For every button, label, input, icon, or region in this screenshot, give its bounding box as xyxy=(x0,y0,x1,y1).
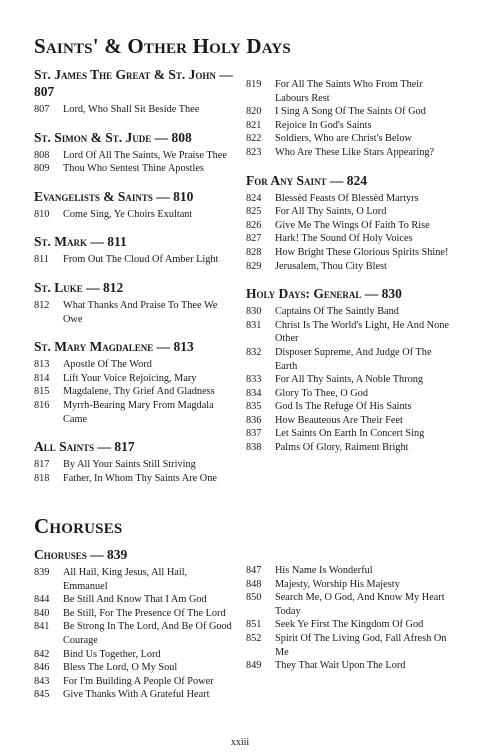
hymn-entry xyxy=(34,593,234,607)
hymn-number: 811 xyxy=(34,254,50,266)
hymn-entry xyxy=(246,305,456,319)
hymn-number: 839 xyxy=(34,567,50,578)
hymn-number: 818 xyxy=(34,472,50,484)
section-heading: Choruses — 839 xyxy=(34,547,128,562)
hymn-number: 835 xyxy=(246,401,262,413)
hymn-title: Who Are These Like Stars Appearing? xyxy=(275,146,435,158)
hymn-title: Bless The Lord, O My Soul xyxy=(63,662,178,674)
choruses-right-column xyxy=(246,564,456,673)
hymn-entry xyxy=(34,566,234,593)
hymn-number: 823 xyxy=(246,146,262,158)
hymn-title: Magdalene, Thy Grief And Gladness xyxy=(63,386,215,398)
hymn-title: Soldiers, Who are Christ's Below xyxy=(275,133,412,145)
hymn-title: Give Me The Wings Of Faith To Rise xyxy=(275,219,430,231)
section-heading: St. James The Great & St. John — 807 xyxy=(34,67,233,99)
hymn-title: They That Wait Upon The Lord xyxy=(275,660,406,672)
hymn-number: 830 xyxy=(246,306,262,318)
hymn-entry xyxy=(34,607,234,621)
saints-left-column xyxy=(34,66,234,485)
hymn-entry xyxy=(246,319,456,346)
hymn-number: 842 xyxy=(34,648,50,660)
hymn-title: Majesty, Worship His Majesty xyxy=(275,578,400,590)
hymn-title: How Bright These Glorious Spirits Shine! xyxy=(275,246,449,258)
hymn-title: Lord, Who Shall Sit Beside Thee xyxy=(63,104,200,115)
hymn-title: Blessèd Feasts Of Blessèd Martyrs xyxy=(275,192,419,204)
hymn-entry xyxy=(246,564,456,578)
hymn-entry xyxy=(34,149,234,163)
hymn-number: 841 xyxy=(34,621,50,633)
hymn-number: 850 xyxy=(246,592,262,604)
hymn-title: How Beauteous Are Their Feet xyxy=(275,414,403,426)
section-heading: St. Mary Magdalene — 813 xyxy=(34,339,194,355)
hymn-entry xyxy=(34,675,234,689)
hymn-title: Palms Of Glory, Raiment Bright xyxy=(275,442,409,454)
hymn-entry xyxy=(34,688,234,702)
hymn-entry xyxy=(246,373,456,387)
hymn-entry xyxy=(34,162,234,176)
hymn-title: Search Me, O God, And Know My Heart Today xyxy=(275,592,445,617)
hymn-entry xyxy=(246,400,456,414)
choruses-heading: Choruses xyxy=(34,514,123,538)
saints-right-column xyxy=(246,78,456,455)
hymn-title: Spirit Of The Living God, Fall Afresh On Me xyxy=(275,632,447,658)
hymn-title: Come Sing, Ye Choirs Exultant xyxy=(63,208,193,220)
hymn-number: 833 xyxy=(246,374,262,386)
hymn-number: 846 xyxy=(34,662,50,674)
hymn-title: Lift Your Voice Rejoicing, Mary xyxy=(63,372,197,384)
hymn-title: His Name Is Wonderful xyxy=(275,565,373,576)
section-heading: All Saints — 817 xyxy=(34,439,135,455)
hymn-title: Glory To Thee, O God xyxy=(275,387,368,399)
hymn-entry xyxy=(34,458,234,472)
hymn-number: 825 xyxy=(246,206,262,218)
page-number: xxiii xyxy=(230,737,250,748)
hymn-title: Captains Of The Saintly Band xyxy=(275,306,399,318)
hymn-number: 852 xyxy=(246,632,262,644)
hymn-number: 808 xyxy=(34,149,50,161)
hymn-entry xyxy=(34,208,234,222)
hymn-entry xyxy=(34,372,234,386)
hymn-number: 843 xyxy=(34,675,50,687)
hymn-number: 822 xyxy=(246,133,262,145)
hymn-title: Be Strong In The Lord, And Be Of Good Courage xyxy=(63,621,232,646)
hymn-number: 824 xyxy=(246,192,262,204)
hymn-number: 845 xyxy=(34,689,50,701)
hymn-entry xyxy=(246,578,456,592)
section-heading: St. Mark — 811 xyxy=(34,234,127,250)
hymn-entry xyxy=(246,260,456,274)
hymn-entry xyxy=(246,414,456,428)
hymn-number: 807 xyxy=(34,104,50,115)
hymn-entry xyxy=(34,299,234,326)
section-heading: For Any Saint — 824 xyxy=(246,172,368,188)
hymn-entry xyxy=(246,427,456,441)
hymn-title: Jerusalem, Thou City Blest xyxy=(275,260,387,272)
hymn-number: 819 xyxy=(246,79,262,90)
hymn-entry xyxy=(246,219,456,233)
hymn-title: Let Saints On Earth In Concert Sing xyxy=(275,428,425,440)
hymn-number: 813 xyxy=(34,359,50,371)
hymn-number: 814 xyxy=(34,372,50,384)
hymn-entry xyxy=(246,387,456,401)
hymn-number: 821 xyxy=(246,119,262,131)
hymn-entry xyxy=(246,78,456,105)
hymn-number: 848 xyxy=(246,578,262,590)
section-heading: St. Simon & St. Jude — 808 xyxy=(34,129,192,145)
hymn-title: Apostle Of The Word xyxy=(63,359,152,371)
hymn-title: All Hail, King Jesus, All Hail, Emmanuel xyxy=(63,567,188,592)
hymn-entry xyxy=(34,385,234,399)
hymn-title: Hark! The Sound Of Holy Voices xyxy=(275,233,413,245)
hymn-title: What Thanks And Praise To Thee We Owe xyxy=(63,299,218,325)
hymn-entry xyxy=(34,620,234,647)
saints-holy-days-heading: Saints' & Other Holy Days xyxy=(34,34,291,58)
choruses-left-column xyxy=(34,546,234,702)
hymn-entry xyxy=(246,591,456,618)
section-heading: Holy Days: General — 830 xyxy=(246,286,402,302)
hymn-entry xyxy=(34,103,234,117)
hymn-title: Myrrh-Bearing Mary From Magdala Came xyxy=(63,399,214,425)
hymn-entry xyxy=(246,132,456,146)
hymn-number: 836 xyxy=(246,414,262,426)
hymn-number: 832 xyxy=(246,346,262,358)
hymn-number: 838 xyxy=(246,442,262,454)
hymn-entry xyxy=(246,192,456,206)
hymn-number: 817 xyxy=(34,459,50,471)
hymn-title: Disposer Supreme, And Judge Of The Earth xyxy=(275,346,432,372)
hymn-title: By All Your Saints Still Striving xyxy=(63,459,196,471)
section-heading: Evangelists & Saints — 810 xyxy=(34,188,194,204)
hymn-number: 816 xyxy=(34,399,50,411)
hymn-title: For All Thy Saints, A Noble Throng xyxy=(275,374,424,386)
hymn-entry xyxy=(34,472,234,486)
hymn-number: 844 xyxy=(34,594,50,606)
hymn-number: 820 xyxy=(246,106,262,118)
hymn-number: 829 xyxy=(246,260,262,272)
hymn-number: 827 xyxy=(246,233,262,245)
hymn-title: Give Thanks With A Grateful Heart xyxy=(63,689,210,701)
hymn-number: 812 xyxy=(34,299,50,311)
hymn-number: 815 xyxy=(34,386,50,398)
hymn-entry xyxy=(246,105,456,119)
hymn-title: For I'm Building A People Of Power xyxy=(63,675,214,687)
hymn-entry xyxy=(34,399,234,426)
hymn-number: 851 xyxy=(246,619,262,631)
hymn-entry xyxy=(34,648,234,662)
hymn-entry xyxy=(246,246,456,260)
hymn-title: For All Thy Saints, O Lord xyxy=(275,206,387,218)
hymn-title: For All The Saints Who From Their Labours Rest xyxy=(275,79,423,104)
hymn-title: I Sing A Song Of The Saints Of God xyxy=(275,106,426,118)
hymn-title: Seek Ye First The Kingdom Of God xyxy=(275,619,424,631)
hymn-entry xyxy=(246,441,456,455)
hymn-entry xyxy=(246,119,456,133)
hymn-title: Lord Of All The Saints, We Praise Thee xyxy=(63,149,227,161)
hymn-entry xyxy=(246,346,456,373)
hymn-title: Thou Who Sentest Thine Apostles xyxy=(63,163,204,175)
hymn-number: 831 xyxy=(246,319,262,331)
hymn-title: God Is The Refuge Of His Saints xyxy=(275,401,412,413)
hymn-title: Be Still, For The Presence Of The Lord xyxy=(63,607,226,619)
hymn-title: From Out The Cloud Of Amber Light xyxy=(63,254,219,266)
hymn-entry xyxy=(246,632,456,659)
hymn-number: 847 xyxy=(246,565,262,576)
hymn-title: Father, In Whom Thy Saints Are One xyxy=(63,472,217,484)
hymn-number: 840 xyxy=(34,607,50,619)
hymn-title: Bind Us Together, Lord xyxy=(63,648,161,660)
hymn-number: 809 xyxy=(34,163,50,175)
hymn-entry xyxy=(246,618,456,632)
hymn-entry xyxy=(246,205,456,219)
hymn-number: 837 xyxy=(246,428,262,440)
hymn-entry xyxy=(34,661,234,675)
hymn-entry xyxy=(246,146,456,160)
hymn-entry xyxy=(34,358,234,372)
hymn-entry xyxy=(34,253,234,267)
hymn-entry xyxy=(246,659,456,673)
hymn-entry xyxy=(246,232,456,246)
hymn-number: 849 xyxy=(246,660,262,672)
hymn-number: 828 xyxy=(246,246,262,258)
hymn-number: 810 xyxy=(34,208,50,220)
hymn-number: 834 xyxy=(246,387,262,399)
section-heading: St. Luke — 812 xyxy=(34,279,124,295)
hymn-title: Rejoice In God's Saints xyxy=(275,119,372,131)
hymn-number: 826 xyxy=(246,219,262,231)
hymn-title: Be Still And Know That I Am God xyxy=(63,594,207,606)
hymn-title: Christ Is The World's Light, He And None Other xyxy=(275,319,449,345)
